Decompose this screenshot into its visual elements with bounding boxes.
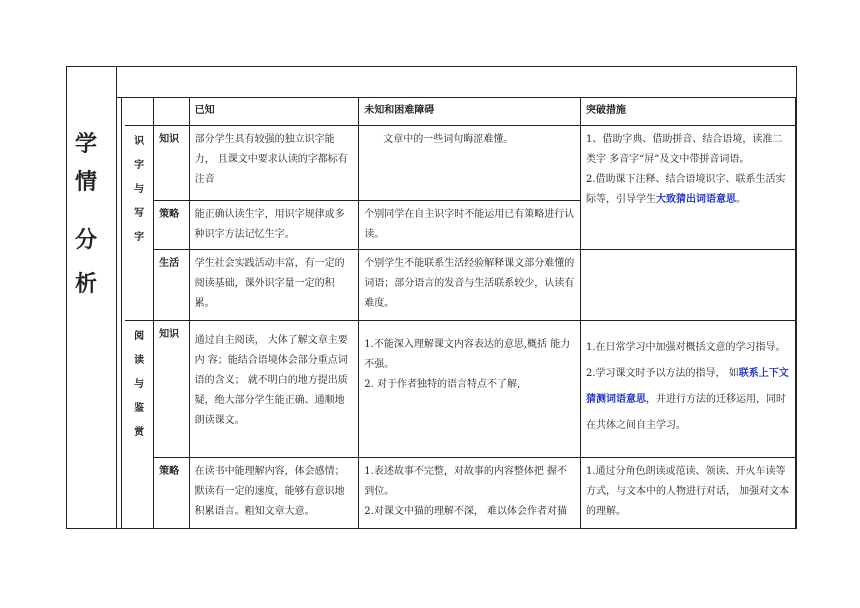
category-char: 鉴 bbox=[134, 403, 145, 414]
category-char: 字 bbox=[134, 232, 145, 243]
measure-text: ，并进行方法的迁移运用，同时 bbox=[645, 394, 786, 405]
side-title-char: 情 bbox=[75, 169, 98, 195]
header-known: 已知 bbox=[189, 98, 359, 126]
cell-empty bbox=[580, 250, 795, 321]
measure-text: 2.借助课下注释、结合语境识字、联系生活实际等，引导学生 bbox=[585, 174, 786, 205]
measure-text: 方式，与文本中的人物进行对话， 加强对文本 bbox=[585, 486, 790, 497]
category-char: 识 bbox=[134, 136, 145, 147]
cell-unknown: 文章中的一些词句晦涩难懂。 bbox=[359, 126, 581, 201]
analysis-table bbox=[125, 98, 796, 529]
cell-measures-literacy bbox=[580, 126, 795, 250]
header-measures: 突破措施 bbox=[580, 98, 795, 126]
header-unknown: 未知和困难障碍 bbox=[359, 98, 581, 126]
header-row bbox=[125, 98, 796, 126]
divider bbox=[121, 98, 122, 528]
measure-text: 的理解。 bbox=[585, 506, 626, 517]
cell-measures bbox=[580, 458, 795, 530]
side-title-char: 分 bbox=[75, 227, 98, 253]
emphasis-text: 联系上下文 bbox=[738, 368, 789, 379]
cell-unknown: 个别同学在自主识字时不能运用已有策略进行认读。 bbox=[359, 201, 581, 250]
emphasis-text: 猜测词语意思 bbox=[585, 394, 646, 405]
category-char: 阅 bbox=[134, 331, 145, 342]
category-char: 字 bbox=[134, 160, 145, 171]
header-empty bbox=[154, 98, 189, 126]
unknown-text: 2. 对于作者独特的语言特点不了解, bbox=[364, 379, 521, 390]
row-label-strategy: 策略 bbox=[154, 458, 189, 530]
measure-text: 1.通过分角色朗读或范读、领读、开火车读等 bbox=[585, 466, 786, 477]
cell-known: 能正确认读生字，用识字规律或多种识字方法记忆生字。 bbox=[189, 201, 359, 250]
cell-measures bbox=[580, 321, 795, 458]
measure-text: 2.学习课文时予以方法的指导， 如 bbox=[585, 368, 739, 379]
unknown-text: 1.表述故事不完整，对故事的内容整体把 握不到位。 bbox=[364, 466, 568, 497]
measure-text: 在共体之间自主学习。 bbox=[585, 420, 686, 431]
cell-unknown: 个别学生不能联系生活经验解释课文部分难懂的词语；部分语言的发音与生活联系较少，认读有难度。 bbox=[359, 250, 581, 321]
row-label-life: 生活 bbox=[154, 250, 189, 321]
analysis-frame bbox=[66, 66, 797, 529]
table-row bbox=[125, 321, 796, 458]
cell-unknown bbox=[359, 321, 581, 458]
category-char: 写 bbox=[134, 208, 145, 219]
cell-known: 在读书中能理解内容，体会感情；默读有一定的速度，能够有意识地积累语言。粗知文章大意。 bbox=[189, 458, 359, 530]
cell-known: 学生社会实践活动丰富，有一定的阅读基础，课外识字量一定的积累。 bbox=[189, 250, 359, 321]
row-label-knowledge: 知识 bbox=[154, 126, 189, 201]
table-row bbox=[125, 126, 796, 201]
measure-text bbox=[586, 361, 790, 387]
side-title-char: 析 bbox=[75, 271, 98, 297]
cell-known: 通过自主阅读， 大体了解文章主要内 容；能结合语境体会部分重点词语的含义； 就不明白的地方提出质疑，绝大部分学生能正确、通顺地朗读课文。 bbox=[189, 321, 359, 458]
measure-text: 1、借助字典、借助拼音、结合语境，读准二类字 多音字“屏”及文中带拼音词语。 bbox=[585, 134, 783, 165]
row-label-knowledge: 知识 bbox=[154, 321, 189, 458]
row-label-strategy: 策略 bbox=[154, 201, 189, 250]
unknown-text: 1.不能深入理解课文内容表达的意思,概括 能力不强。 bbox=[364, 339, 571, 370]
table-row bbox=[125, 458, 796, 530]
measure-text: 1.在日常学习中加强对概括文意的学习指导。 bbox=[585, 342, 786, 353]
measure-text bbox=[586, 170, 790, 210]
table-row bbox=[125, 250, 796, 321]
category-char: 与 bbox=[134, 379, 145, 390]
category-char: 读 bbox=[134, 355, 145, 366]
side-title bbox=[67, 67, 117, 528]
emphasis-text: 大致猜出词语意思 bbox=[655, 194, 736, 205]
top-empty-strip bbox=[117, 67, 796, 98]
header-empty bbox=[125, 98, 154, 126]
cell-unknown bbox=[359, 458, 581, 530]
category-reading bbox=[125, 321, 154, 530]
category-char: 与 bbox=[134, 184, 145, 195]
category-char: 赏 bbox=[134, 427, 145, 438]
side-title-char: 学 bbox=[75, 131, 98, 157]
category-literacy bbox=[125, 126, 154, 321]
measure-text: 。 bbox=[735, 194, 746, 205]
measure-text bbox=[586, 387, 790, 413]
unknown-text: 2.对课文中猫的理解不深， 难以体会作者对猫 bbox=[364, 506, 568, 517]
cell-known: 部分学生具有较强的独立识字能力， 且课文中要求认读的字都标有注音 bbox=[189, 126, 359, 201]
